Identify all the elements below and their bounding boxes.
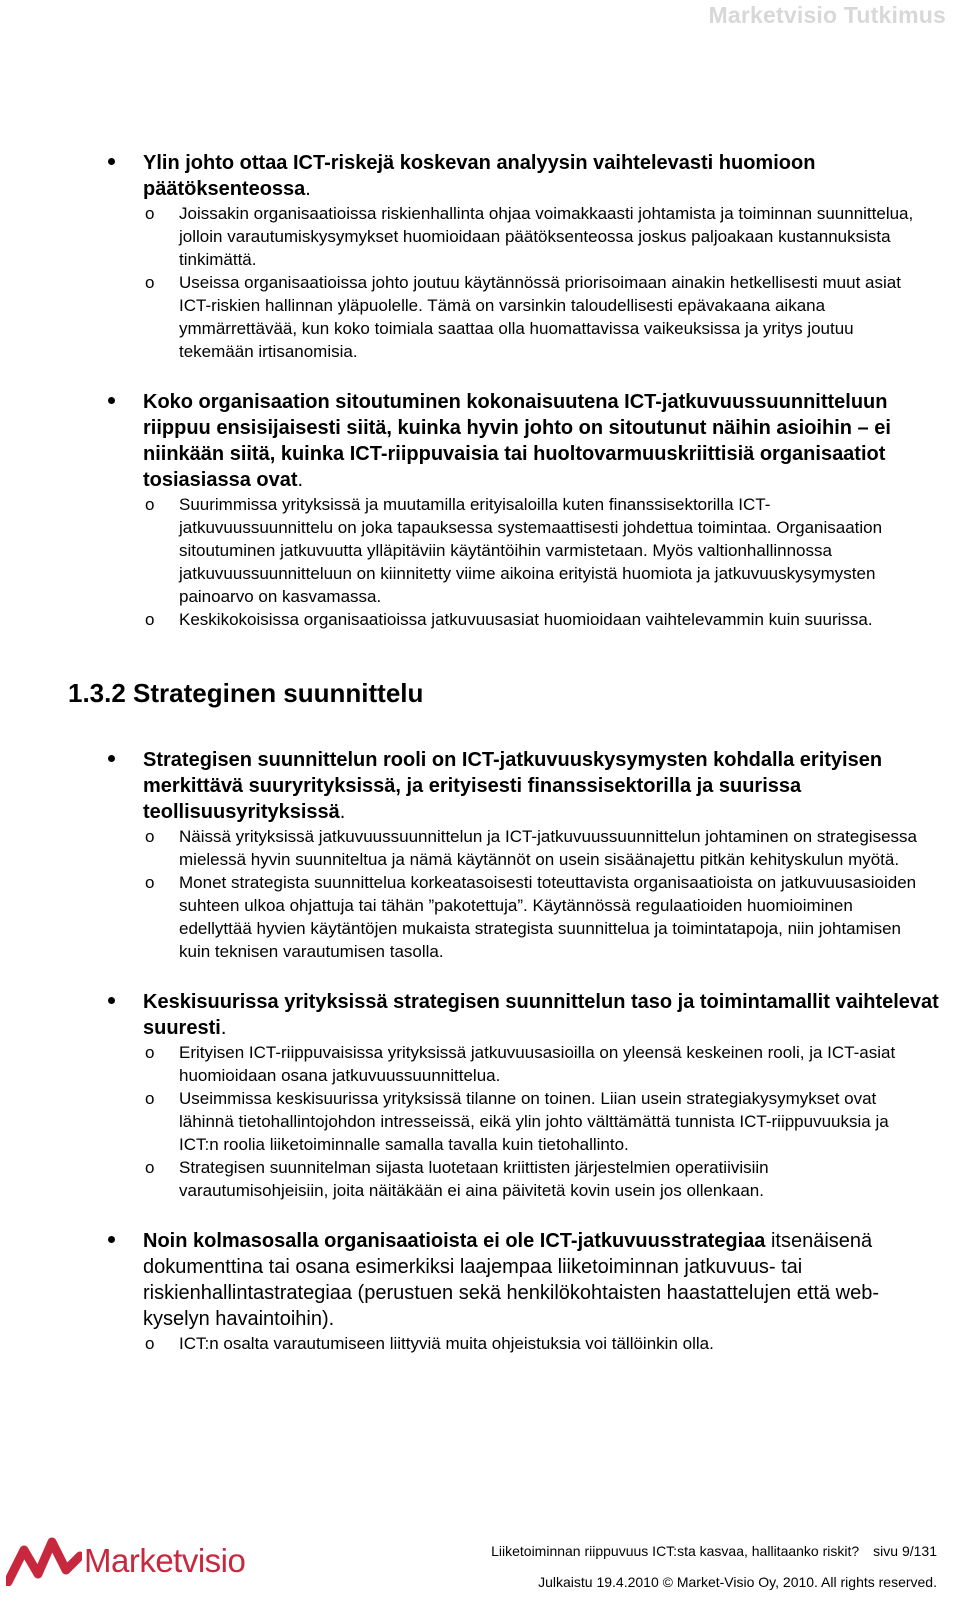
bullet-heading: Keskisuurissa yrityksissä strategisen suunnittelun taso ja toimintamallit vaihtelevat suuresti. — [143, 991, 939, 1039]
bullet-item — [0, 389, 960, 631]
marketvisio-logo-icon — [6, 1536, 82, 1586]
sub-item: o Suurimmissa yrityksissä ja muutamilla erityisaloilla kuten finanssisektorilla ICT-jatkuvuussuunnittelu on joka tapauksessa systemaattisesti johdettua toimintaa. Organisaation sitoutuminen jatkuvuutta ylläpitäviin käytäntöihin varmistetaan. Myös valtionhallinnossa jatkuvuussuunnitteluun on kiinnitetty viime aikoina erityistä huomiota ja jatkuvuuskysymysten painoarvo on kasvamassa. — [145, 495, 883, 606]
sub-item: o Näissä yrityksissä jatkuvuussuunnittelun ja ICT-jatkuvuussuunnittelun johtaminen on strategisessa mielessä hyvin suunniteltua ja nämä käytännöt on usein sisäänajettu pitkän kehityskulun myötä. — [145, 827, 917, 869]
bullet-item — [0, 150, 960, 363]
bullet-dot-icon — [108, 158, 115, 165]
circle-bullet-icon: o — [145, 1043, 155, 1062]
sub-list — [143, 1332, 940, 1355]
sub-item: o Useissa organisaatioissa johto joutuu käytännössä priorisoimaan ainakin hetkellisesti muut asiat ICT-riskien hallinnan yläpuolelle. Tämä on varsinkin taloudellisesti epävakaana aikana ymmärrettävää, kun koko toimiala saattaa olla huomattavissa vaikeuksissa ja yritys joutuu tekemään irtisanomisia. — [145, 273, 901, 361]
circle-bullet-icon: o — [145, 1158, 155, 1177]
circle-bullet-icon: o — [145, 1334, 155, 1353]
bullet-dot-icon — [108, 1236, 115, 1243]
footer-doc-title: Liiketoiminnan riippuvuus ICT:sta kasvaa, hallitaanko riskit? — [491, 1543, 860, 1559]
circle-bullet-icon: o — [145, 273, 155, 292]
sub-item: o Joissakin organisaatioissa riskienhallinta ohjaa voimakkaasti johtamista ja toiminnan suunnittelua, jolloin varautumiskysymykset huomioidaan päätöksenteossa joskus paljoakaan kustannuksista tinkimättä. — [145, 204, 914, 269]
circle-bullet-icon: o — [145, 610, 155, 629]
bullet-heading: Ylin johto ottaa ICT-riskejä koskevan analyysin vaihtelevasti huomioon päätöksenteossa. — [143, 152, 816, 200]
circle-bullet-icon: o — [145, 827, 155, 846]
document-body — [0, 150, 960, 1355]
circle-bullet-icon: o — [145, 873, 155, 892]
sub-list — [143, 202, 940, 363]
bullet-heading: Noin kolmasosalla organisaatioista ei ole ICT-jatkuvuusstrategiaa itsenäisenä dokumenttina tai osana esimerkiksi laajempaa liiketoiminnan jatkuvuus- tai riskienhallintastrategiaa (perustuen sekä henkilökohtaisten haastattelujen että web-kyselyn havaintoihin). — [143, 1230, 880, 1330]
footer-page-number: sivu 9/131 — [873, 1543, 937, 1559]
bullet-item — [0, 989, 960, 1202]
footer-published: Julkaistu 19.4.2010 © Market-Visio Oy, 2010. All rights reserved. — [538, 1574, 937, 1590]
circle-bullet-icon: o — [145, 495, 155, 514]
bullet-dot-icon — [108, 397, 115, 404]
logo-text: Marketvisio — [84, 1542, 246, 1579]
footer-title-line — [491, 1543, 937, 1559]
sub-item: o Keskikokoisissa organisaatioissa jatkuvuusasiat huomioidaan vaihtelevammin kuin suurissa. — [145, 610, 873, 629]
sub-item: o ICT:n osalta varautumiseen liittyviä muita ohjeistuksia voi tällöinkin olla. — [145, 1334, 714, 1353]
header-brand: Marketvisio Tutkimus — [708, 2, 946, 28]
bullet-dot-icon — [108, 997, 115, 1004]
bullet-heading: Koko organisaation sitoutuminen kokonaisuutena ICT-jatkuvuussuunnitteluun riippuu ensisijaisesti siitä, kuinka hyvin johto on sitoutunut näihin asioihin – ei niinkään siitä, kuinka ICT-riippuvaisia tai huoltovarmuuskriittisiä organisaatiot tosiasiassa ovat. — [143, 391, 891, 491]
sub-list — [143, 493, 940, 631]
marketvisio-logo — [6, 1536, 245, 1586]
circle-bullet-icon: o — [145, 1089, 155, 1108]
sub-list — [143, 1041, 940, 1202]
bullet-item — [0, 1228, 960, 1355]
sub-item: o Erityisen ICT-riippuvaisissa yrityksissä jatkuvuusasioilla on yleensä keskeinen rooli, ja ICT-asiat huomioidaan osana jatkuvuussuunnittelua. — [145, 1043, 896, 1085]
circle-bullet-icon: o — [145, 204, 155, 223]
sub-item: o Strategisen suunnitelman sijasta luotetaan kriittisten järjestelmien operatiivisiin varautumisohjeisiin, joita näitäkään ei aina päivitetä kovin usein jos ollenkaan. — [145, 1158, 769, 1200]
sub-list — [143, 825, 940, 963]
bullet-dot-icon — [108, 755, 115, 762]
page-footer — [0, 1530, 960, 1604]
sub-item: o Monet strategista suunnittelua korkeatasoisesti toteuttavista organisaatioista on jatkuvuusasioiden suhteen ulkoa ohjattuja tai tähän ”pakotettuja”. Käytännössä regulaatioiden huomioiminen edellyttää hyvien käytäntöjen mukaista strategista suunnittelua ja toimintatapoja, niin johtamisen kuin teknisen varautumisen tasolla. — [145, 873, 917, 961]
bullet-item — [0, 747, 960, 963]
bullet-heading: Strategisen suunnittelun rooli on ICT-jatkuvuuskysymysten kohdalla erityisen merkittävä suuryrityksissä, ja erityisesti finanssisektorilla ja suurissa teollisuusyrityksissä. — [143, 749, 883, 823]
section-title: 1.3.2 Strateginen suunnittelu — [68, 678, 424, 708]
sub-item: o Useimmissa keskisuurissa yrityksissä tilanne on toinen. Liian usein strategiakysymykset ovat lähinnä tietohallintojohdon intresseissä, eikä ylin johto välttämättä tunnista ICT-riippuvuuksia ja ICT:n roolia liiketoiminnalle samalla tavalla kuin tietohallinto. — [145, 1089, 889, 1154]
